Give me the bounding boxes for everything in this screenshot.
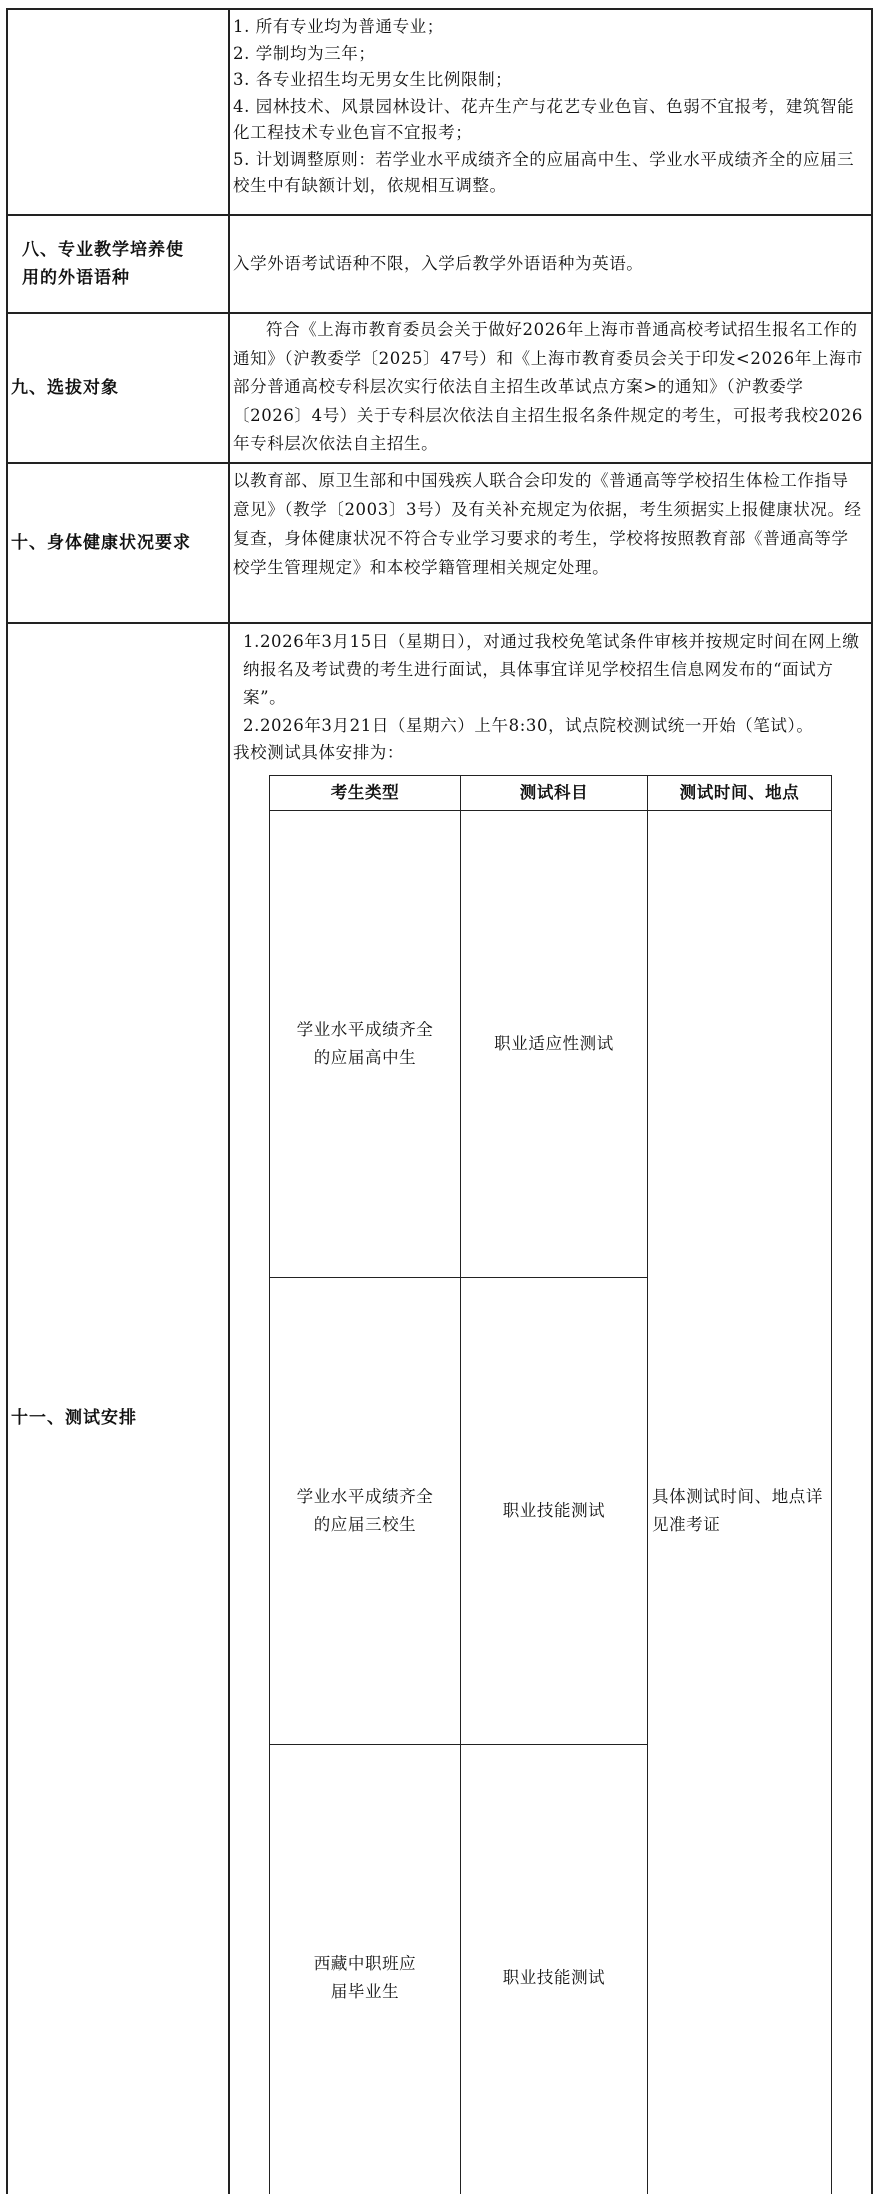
candidate-type: 西藏中职班应届毕业生 xyxy=(270,1744,461,2194)
schedule-item-1: 1.2026年3月15日（星期日），对通过我校免笔试条件审核并按规定时间在网上缴纳报名及考试费的考生进行面试，具体事宜详见学校招生信息网发布的“面试方案”。 xyxy=(233,628,865,712)
table-row xyxy=(270,810,832,1277)
section-10-content: 以教育部、原卫生部和中国残疾人联合会印发的《普通高等学校招生体检工作指导意见》（教学〔2003〕3号）及有关补充规定为依据，考生须据实上报健康状况。经复查，身体健康状况不符合专业学习要求的考生，学校将按照教育部《普通高等学校学生管理规定》和本校学籍管理相关规定处理。 xyxy=(229,463,872,623)
note-3: 3. 各专业招生均无男女生比例限制； xyxy=(233,67,865,94)
header-candidate-type: 考生类型 xyxy=(270,775,461,810)
test-subject: 职业技能测试 xyxy=(461,1744,648,2194)
section-9-title: 九、选拔对象 xyxy=(7,313,229,463)
note-2: 2. 学制均为三年； xyxy=(233,41,865,68)
section-7-row xyxy=(7,9,872,215)
section-11-row xyxy=(7,623,872,2194)
section-8-title: 八、专业教学培养使用的外语语种 xyxy=(7,215,229,313)
section-10-row xyxy=(7,463,872,623)
test-table-header xyxy=(270,775,832,810)
schedule-intro: 我校测试具体安排为： xyxy=(233,740,865,767)
test-subject: 职业技能测试 xyxy=(461,1277,648,1744)
schedule-item-2: 2.2026年3月21日（星期六）上午8:30，试点院校测试统一开始（笔试）。 xyxy=(233,712,865,740)
section-8-row xyxy=(7,215,872,313)
section-9-row xyxy=(7,313,872,463)
test-schedule-table xyxy=(269,775,832,2194)
header-time-place: 测试时间、地点 xyxy=(648,775,832,810)
section-10-title: 十、身体健康状况要求 xyxy=(7,463,229,623)
admission-info-table xyxy=(6,8,873,2194)
candidate-type: 学业水平成绩齐全的应届高中生 xyxy=(270,810,461,1277)
note-4: 4. 园林技术、风景园林设计、花卉生产与花艺专业色盲、色弱不宜报考，建筑智能化工程技术专业色盲不宜报考； xyxy=(233,94,865,147)
candidate-type: 学业水平成绩齐全的应届三校生 xyxy=(270,1277,461,1744)
section-11-content xyxy=(229,623,872,2194)
note-5: 5. 计划调整原则：若学业水平成绩齐全的应届高中生、学业水平成绩齐全的应届三校生中有缺额计划，依规相互调整。 xyxy=(233,147,865,200)
header-test-subject: 测试科目 xyxy=(461,775,648,810)
section-8-content: 入学外语考试语种不限，入学后教学外语语种为英语。 xyxy=(229,215,872,313)
section-7-label-cell xyxy=(7,9,229,215)
section-9-content: 符合《上海市教育委员会关于做好2026年上海市普通高校考试招生报名工作的通知》（沪教委学〔2025〕47号）和《上海市教育委员会关于印发<2026年上海市部分普通高校专科层次实行依法自主招生改革试点方案>的通知》（沪教委学〔2026〕4号）关于专科层次依法自主招生报名条件规定的考生，可报考我校2026年专科层次依法自主招生。 xyxy=(229,313,872,463)
section-11-title: 十一、测试安排 xyxy=(7,623,229,2194)
test-subject: 职业适应性测试 xyxy=(461,810,648,1277)
time-place-note: 具体测试时间、地点详见准考证 xyxy=(648,810,832,2194)
section-7-notes-cell xyxy=(229,9,872,215)
note-1: 1. 所有专业均为普通专业； xyxy=(233,14,865,41)
